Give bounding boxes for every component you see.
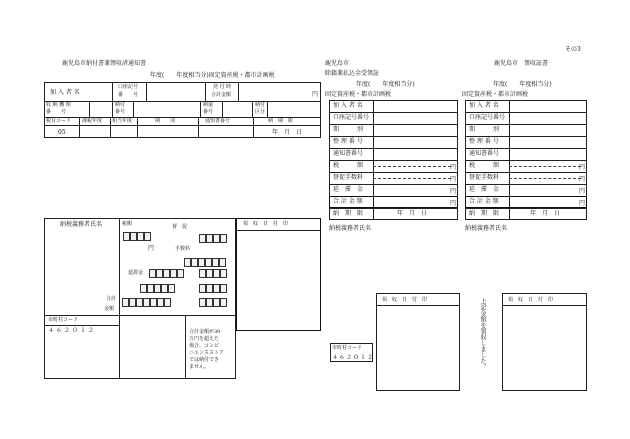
left-tax-yen: 円 [148,245,155,252]
middle-city-code-label: 市町村コード [332,345,363,351]
left-city-code-label: 市町村コード [48,317,79,323]
middle-row-7: 延 滞 金 [333,186,364,193]
left-payer-name-label: 加 入 者 名 [50,89,80,96]
left-issue-label-2: 合計金額 [211,92,232,98]
left-header-notice-no: 通知書番号 [205,118,231,124]
right-due-date-line: 年 月 日 [530,210,561,217]
middle-subtitle: 除籍薬払込金受領証 [325,70,380,77]
right-yen-tax: 円 [579,164,586,171]
right-tax-line: 固定資産税・都市計画税 [462,91,529,98]
right-row-5: 税 額 [469,162,500,169]
left-inst-label-1: 収 納 機 関 [46,102,71,108]
right-received-text: 上記金額を領収しました。 [479,298,486,370]
right-row-9: 納 期 限 [469,210,500,217]
left-taxpayer-label: 納税義務者氏名 [60,221,103,228]
middle-city-code: ４６２０１２ [332,354,375,361]
left-note-6: ません。 [189,364,210,370]
left-pay-no-label-1: 納付 [115,102,126,108]
right-row-3: 整 理 番 号 [469,138,499,145]
middle-row-6: 督促手数料 [333,174,364,181]
right-yen-fee: 円 [579,176,586,183]
right-year-line: 年度( 年度相当分) [493,81,552,88]
middle-taxpayer-label: 納税義務者氏名 [329,225,372,232]
middle-row-9: 納 期 限 [333,210,364,217]
right-row-7: 延 滞 金 [469,186,500,193]
left-fee-label-1: 督 促 [172,224,188,230]
left-issue-label-1: 発 付 時 [213,84,232,90]
left-pay-loc-label-1: 納還 [203,102,214,108]
right-yen-total: 円 [579,200,586,207]
left-fee-label-2: 手数料 [175,246,191,252]
right-receipt-stamp-box [502,293,587,391]
left-total-label-2: 金額 [104,306,115,312]
left-year-line: 年度( 年度相当分)固定資産税・都市計画税 [150,72,275,79]
left-tax-code-value: 05 [58,129,66,136]
left-header-tax-year: 課税年度 [82,118,103,124]
middle-yen-fee: 円 [450,176,457,183]
right-row-0: 加 入 者 名 [469,102,499,109]
left-pay-class-label-1: 納付 [255,102,266,108]
middle-row-3: 整 理 番 号 [333,138,363,145]
middle-row-5: 税 額 [333,162,364,169]
left-pay-loc-label-2: 番号 [203,109,214,115]
middle-due-date-line: 年 月 日 [397,210,428,217]
left-total-label-1: 合計 [106,296,117,302]
middle-yen-tax: 円 [450,164,457,171]
middle-receipt-date-label: 領 収 日 付 印 [382,297,428,303]
page-number: その3 [565,46,581,53]
left-title: 鹿児島市納付書兼領収済通知書 [62,60,147,67]
right-row-6: 督促手数料 [469,174,500,181]
left-tax-amount-label: 税額 [122,221,133,227]
left-note-2: 万円を超えた [189,336,220,342]
middle-row-2: 期 別 [333,126,364,133]
left-receipt-date-label: 領 収 日 付 印 [243,221,289,227]
left-note-3: 場合、コンビ [189,343,220,349]
left-header-period: 期 別 [155,118,176,124]
left-pay-no-label-2: 番号 [115,109,126,115]
left-note-4: ニエンスストア [189,350,224,356]
middle-year-line: 年度( 年度相当分) [356,81,415,88]
left-pay-class-label-2: 区分 [255,109,266,115]
middle-yen-total: 円 [450,200,457,207]
left-header-equiv-year: 相当年度 [112,118,133,124]
middle-title: 鹿児島市 [325,60,350,67]
left-note-5: では納付でき [189,357,220,363]
right-row-4: 通知書番号 [469,150,500,157]
middle-row-4: 通知書番号 [333,150,364,157]
middle-row-1: 口座記号番号 [333,114,370,121]
left-issue-yen: 円 [312,91,319,98]
left-receipt-stamp-box [236,218,321,331]
left-note-1: 合計金額が30 [189,329,221,335]
middle-tax-line: 固定資産税・都市計画税 [325,91,392,98]
middle-receipt-stamp-box [376,293,460,391]
right-taxpayer-label: 納税義務者氏名 [465,225,508,232]
middle-row-0: 加 入 者 名 [333,102,363,109]
right-title: 鹿児島市 領収証書 [494,60,549,67]
right-row-2: 期 別 [469,126,500,133]
middle-yen-delay: 円 [450,188,457,195]
right-row-1: 口座記号番号 [469,114,506,121]
right-yen-delay: 円 [579,188,586,195]
right-receipt-date-label: 領 収 日 付 印 [508,297,554,303]
left-city-code: ４６２０１２ [48,327,97,334]
left-account-label-1: 口座記号 [118,84,139,90]
left-delay-label: 延滞金 [128,270,144,276]
left-due-date-line: 年 月 日 [272,129,303,136]
left-header-due-date: 納 期 限 [268,118,294,124]
left-inst-label-2: 番 号 [46,109,67,115]
left-header-tax-code: 税目コード [46,118,72,124]
right-row-8: 合 計 金 額 [469,198,499,205]
left-account-label-2: 番 号 [118,92,139,98]
middle-row-8: 合 計 金 額 [333,198,363,205]
